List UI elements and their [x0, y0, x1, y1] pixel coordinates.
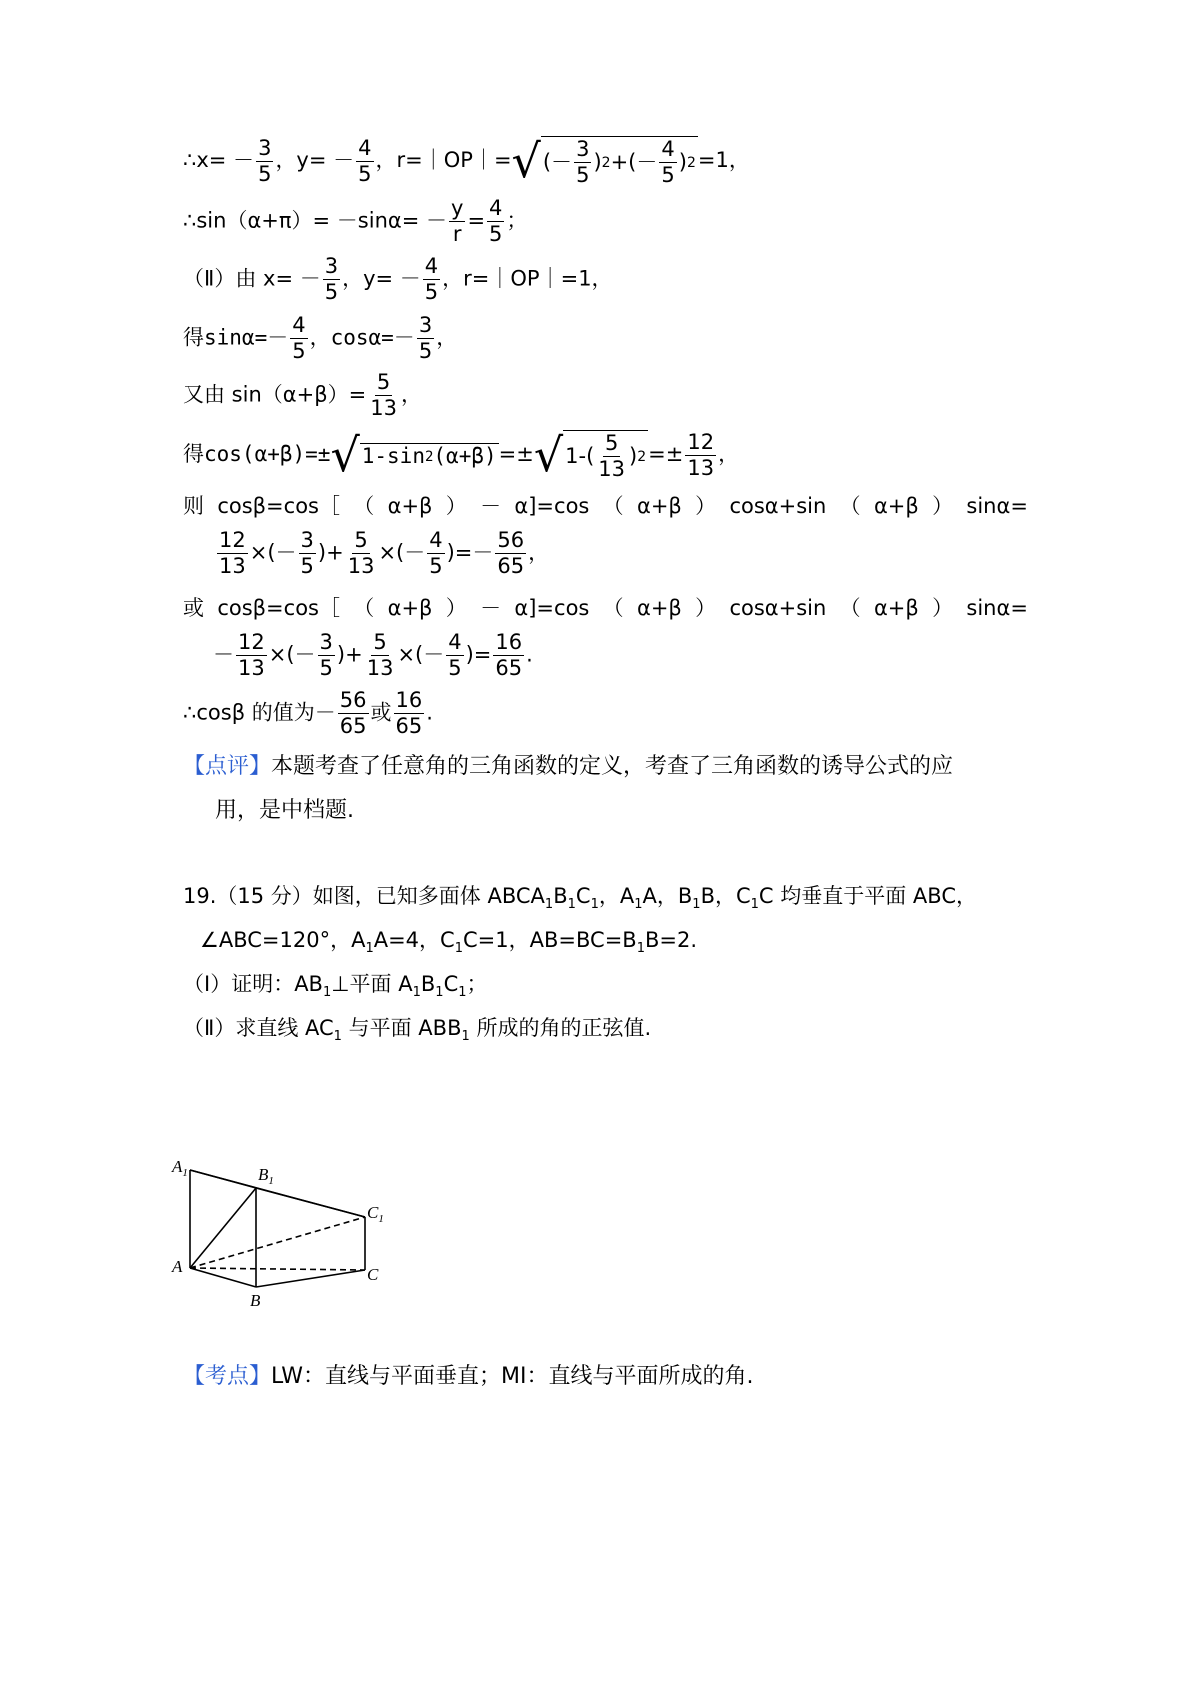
word: α]=cos [514, 596, 590, 620]
text-segment: C [443, 972, 459, 996]
text-segment: 19.（15 分）如图，已知多面体 ABCA [183, 884, 545, 908]
word: α+β [636, 596, 682, 620]
q19-line-4 [183, 1018, 651, 1043]
word: α]=cos [514, 494, 590, 518]
q19-line-3 [183, 974, 488, 999]
subscript: 1 [322, 985, 332, 1001]
subscript: 1 [333, 1029, 342, 1045]
solution-line-10: － $\frac{12}{13}$ ×(－ $\frac{3}{5}$ )+ $\frac{5}{13}$ ×(－ $\frac{4}{5}$ )= $\frac{16}{65}$ . [213, 630, 533, 680]
subscript: 1 [435, 985, 444, 1001]
subscript: 1 [567, 897, 576, 913]
edge-b-c [256, 1270, 365, 1287]
label-a: A [172, 1257, 183, 1276]
word: cosα+sin [729, 494, 827, 518]
solution-line-6: 得cos(α+β)=± √ 1-sin 2 (α+β) =± √ 1-( $\frac{5}{13}$ ) 2 =± $\frac{12}{13}$ ， [183, 428, 740, 482]
comment-line-2: 用，是中档题. [215, 798, 354, 823]
text-segment: C 均垂直于平面 ABC， [758, 884, 978, 908]
text-segment: （Ⅰ）证明：AB [183, 972, 323, 996]
text-segment: （Ⅱ）求直线 AC [183, 1016, 334, 1040]
word: （ [839, 596, 861, 620]
word: － [480, 596, 502, 620]
text-segment: ∠ABC=120°，A [200, 928, 366, 952]
fraction: $\frac{4}{5}$ [358, 135, 372, 186]
label-c: C [367, 1265, 379, 1284]
word: （ [353, 596, 375, 620]
label-a1: $A_1$ [172, 1157, 188, 1179]
text-segment: B [553, 884, 568, 908]
subscript: 1 [458, 985, 467, 1001]
subscript: 1 [590, 897, 599, 913]
text-segment: ； [466, 972, 488, 996]
word: sinα= [966, 596, 1028, 620]
solution-line-8: $\frac{12}{13}$ ×(－ $\frac{3}{5}$ )+ $\frac{5}{13}$ ×(－ $\frac{4}{5}$ )=－ $\frac{56}{65}$ ， [219, 528, 550, 578]
label-c1: $C_1$ [367, 1203, 384, 1225]
word: （ [839, 494, 861, 518]
subscript: 1 [692, 897, 701, 913]
solution-line-2: ∴sin（α+π）= －sinα= － $\frac{y}{r}$ = $\frac{4}{5}$ ； [183, 196, 528, 246]
solution-line-4: 得sinα=－ $\frac{4}{5}$ ，cosα=－ $\frac{3}{5}$ ， [183, 313, 458, 363]
solution-line-5: 又由 sin（α+β）= $\frac{5}{13}$ ， [183, 370, 422, 420]
word: ） [932, 596, 954, 620]
text-segment: A=4，C [373, 928, 455, 952]
word: ） [932, 494, 954, 518]
word: （ [602, 494, 624, 518]
comment-tag: 【点评】 [183, 754, 272, 779]
word: ） [445, 596, 467, 620]
word: cosβ=cos［ [217, 494, 340, 518]
text-segment: C [575, 884, 591, 908]
word: 则 [183, 494, 204, 518]
subscript: 1 [461, 1029, 470, 1045]
fraction: $\frac{3}{5}$ [258, 135, 272, 186]
edge-a-b1 [190, 1188, 256, 1268]
subscript: 1 [634, 897, 643, 913]
solution-line-3: （Ⅱ）由 x= － $\frac{3}{5}$ ，y= － $\frac{4}{5}$ ，r=｜OP｜=1， [183, 254, 613, 304]
word: cosβ=cos［ [217, 596, 340, 620]
subscript: 1 [412, 985, 421, 1001]
fraction: $\frac{4}{5}$ [489, 196, 503, 246]
text-segment: A，B [642, 884, 693, 908]
solution-line-9 [183, 598, 1028, 619]
kaodian-line: 【考点】LW：直线与平面垂直；MI：直线与平面所成的角. [183, 1364, 754, 1389]
solution-line-1: ∴x= － $\frac{3}{5}$ ，y= － $\frac{4}{5}$ ，r=｜OP｜= √ (－ $\frac{3}{5}$ ) 2 +(－ $\frac{4}{5}$ ) 2 =1， [183, 134, 750, 188]
text-segment: ⊥平面 A [331, 972, 413, 996]
sqrt-expression: √ 1-sin 2 (α+β) [330, 428, 497, 482]
word: α+β [873, 494, 919, 518]
word: 或 [183, 596, 204, 620]
word: cosα+sin [729, 596, 827, 620]
word: ） [445, 494, 467, 518]
word: α+β [387, 596, 433, 620]
word: α+β [873, 596, 919, 620]
solution-line-7 [183, 496, 1028, 517]
edge-a-b [190, 1268, 256, 1287]
sqrt-expression: √ 1-( $\frac{5}{13}$ ) 2 [533, 428, 647, 482]
subscript: 1 [636, 941, 645, 957]
q19-line-1 [183, 886, 977, 911]
fraction: $\frac{y}{r}$ [451, 196, 464, 246]
text-segment: B [420, 972, 436, 996]
subscript: 1 [750, 897, 759, 913]
word: α+β [387, 494, 433, 518]
text-segment: C=1，AB=BC=B [463, 928, 637, 952]
edge-b1-c1 [256, 1188, 365, 1217]
edge-a-c-dashed [190, 1268, 365, 1270]
subscript: 1 [544, 897, 554, 913]
comment-line-1: 【点评】本题考查了任意角的三角函数的定义，考查了三角函数的诱导公式的应 [183, 754, 954, 779]
word: ） [695, 494, 717, 518]
word: sinα= [966, 494, 1028, 518]
word: α+β [636, 494, 682, 518]
word: （ [602, 596, 624, 620]
word: （ [353, 494, 375, 518]
word: － [480, 494, 502, 518]
subscript: 1 [365, 941, 374, 957]
edge-a-c1-dashed [190, 1217, 365, 1268]
text-segment: ，A [598, 884, 635, 908]
text-segment: 所成的角的正弦值. [469, 1016, 652, 1040]
text-segment: 与平面 ABB [341, 1016, 462, 1040]
label-b: B [250, 1291, 261, 1310]
q19-line-2 [200, 930, 697, 955]
label-b1: $B_1$ [258, 1165, 274, 1187]
text-segment: B，C [700, 884, 751, 908]
text: ∴x= － [183, 148, 255, 172]
kaodian-tag: 【考点】 [183, 1364, 272, 1389]
word: ） [695, 596, 717, 620]
text-segment: B=2. [644, 928, 698, 952]
solution-line-11: ∴cosβ 的值为－ $\frac{56}{65}$ 或 $\frac{16}{65}$ . [183, 688, 433, 738]
subscript: 1 [454, 941, 463, 957]
sqrt-expression: √ (－ $\frac{3}{5}$ ) 2 +(－ $\frac{4}{5}$ ) 2 [511, 134, 696, 188]
